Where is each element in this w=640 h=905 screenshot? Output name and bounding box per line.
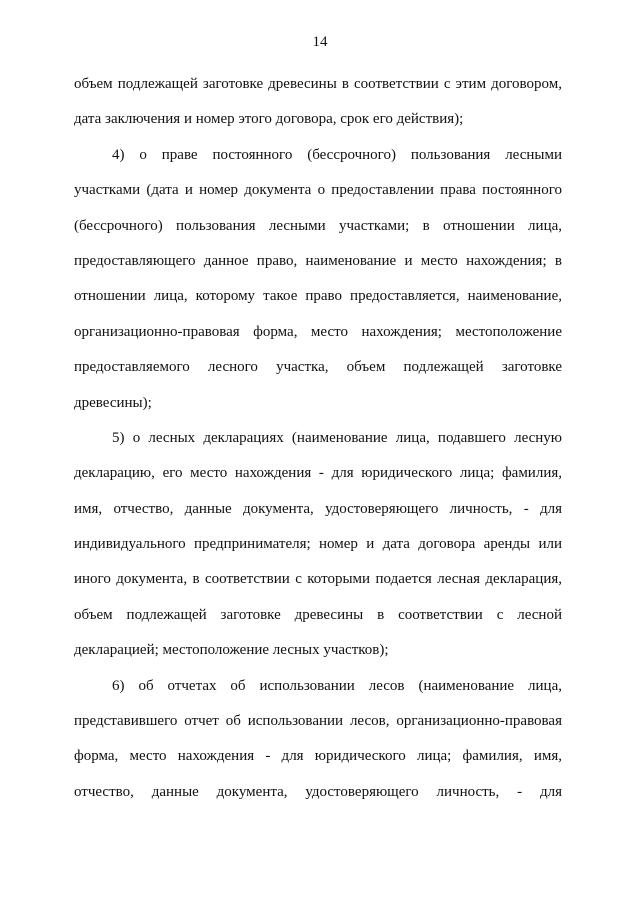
text-line: отношении лица, которому такое право предоставляется, наименование, — [74, 288, 562, 305]
text-line: 5) о лесных декларациях (наименование лица, подавшего лесную — [112, 429, 562, 446]
text-line: дата заключения и номер этого договора, срок его действия); — [74, 111, 464, 128]
text-line: (бессрочного) пользования лесными участками; в отношении лица, — [74, 217, 562, 234]
text-line: декларацию, его место нахождения - для юридического лица; фамилия, — [74, 465, 562, 482]
text-line: 4) о праве постоянного (бессрочного) пользования лесными — [112, 146, 562, 163]
text-line: предоставляемого лесного участка, объем подлежащей заготовке — [74, 359, 562, 376]
document-body — [74, 67, 562, 810]
text-line: участками (дата и номер документа о предоставлении права постоянного — [74, 182, 562, 199]
text-line: 6) об отчетах об использовании лесов (наименование лица, — [112, 677, 562, 694]
page-number: 14 — [312, 34, 328, 50]
text-line: отчество, данные документа, удостоверяющего личность, - для — [74, 783, 562, 800]
text-line: предоставляющего данное право, наименование и место нахождения; в — [74, 252, 562, 269]
text-line: древесины); — [74, 394, 152, 411]
text-line: декларацией; местоположение лесных участков); — [74, 642, 389, 659]
text-line: иного документа, в соответствии с которыми подается лесная декларация, — [74, 571, 562, 588]
text-line: организационно-правовая форма, место нахождения; местоположение — [74, 323, 562, 340]
text-line: объем подлежащей заготовке древесины в соответствии с лесной — [74, 606, 562, 623]
text-line: объем подлежащей заготовке древесины в соответствии с этим договором, — [74, 76, 562, 92]
text-line: форма, место нахождения - для юридического лица; фамилия, имя, — [74, 748, 562, 765]
text-line: представившего отчет об использовании лесов, организационно-правовая — [74, 713, 562, 730]
text-line: имя, отчество, данные документа, удостоверяющего личность, - для — [74, 500, 562, 517]
text-line: индивидуального предпринимателя; номер и дата договора аренды или — [74, 536, 562, 553]
